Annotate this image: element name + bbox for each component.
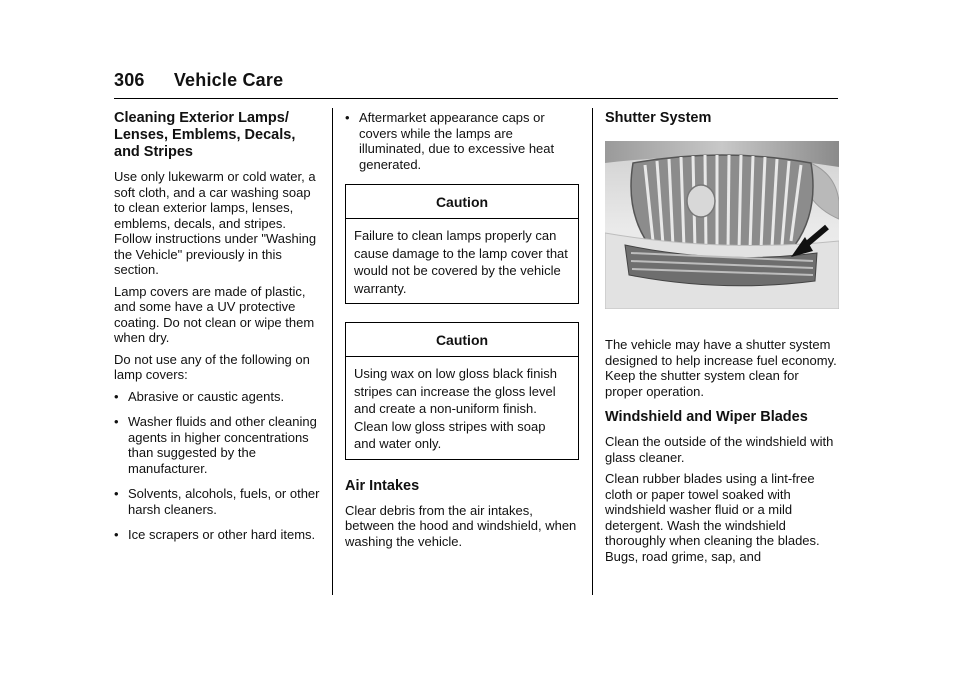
paragraph: Clear debris from the air intakes, between the hood and windshield, when washing the vehicle. <box>345 502 577 549</box>
page-header <box>114 70 283 91</box>
air-intakes-heading: Air Intakes <box>345 477 420 494</box>
caution-box <box>345 322 579 460</box>
column-divider-1 <box>332 108 333 595</box>
list-item <box>114 527 320 543</box>
caution-title: Caution <box>346 185 578 219</box>
header-rule <box>114 98 838 99</box>
bullet-glyph: • <box>114 388 119 404</box>
shutter-system-heading: Shutter System <box>605 110 712 126</box>
paragraph: Do not use any of the following on lamp covers: <box>114 351 310 382</box>
paragraph: Lamp covers are made of plastic, and some have a UV protective coating. Do not clean or wipe them when dry. <box>114 283 315 345</box>
lamp-cover-warning-list <box>114 389 320 543</box>
bullet-glyph: • <box>114 486 119 501</box>
bullet-glyph: • <box>345 110 350 125</box>
list-item-text: Washer fluids and other cleaning agents in higher concentrations than suggested by the manufacturer. <box>128 414 317 476</box>
car-front-grille-image <box>605 141 839 309</box>
paragraph: Clean rubber blades using a lint-free cloth or paper towel soaked with windshield washer fluid or a mild detergent. Wash the windshield thoroughly when cleaning the blades. Bugs, road grime, sap, and <box>605 471 820 564</box>
list-item <box>114 486 320 517</box>
paragraph: Clean the outside of the windshield with glass cleaner. <box>605 434 834 465</box>
caution-text: Using wax on low gloss black finish stripes can increase the gloss level and create a non-uniform finish. Clean low gloss stripes with soap and water only. <box>354 366 558 451</box>
list-item-text: Ice scrapers or other hard items. <box>128 527 316 542</box>
cleaning-lamps-heading: Cleaning Exterior Lamps/ Lenses, Emblems, Decals, and Stripes <box>114 110 296 160</box>
list-item-text: Abrasive or caustic agents. <box>128 388 285 404</box>
paragraph: Use only lukewarm or cold water, a soft cloth, and a car washing soap to clean exterior lamps, lenses, emblems, decals, and stripes. Follow instructions under "Washing the Vehicle" previously in this section. <box>114 169 317 277</box>
list-item <box>114 389 320 405</box>
paragraph: The vehicle may have a shutter system designed to help increase fuel economy. Keep the shutter system clean for proper operation. <box>605 337 837 399</box>
column-3 <box>605 108 839 570</box>
bullet-glyph: • <box>114 414 119 429</box>
lamp-cover-warning-list-continued <box>345 110 579 172</box>
list-item-text: Aftermarket appearance caps or covers while the lamps are illuminated, due to excessive heat generated. <box>359 110 555 172</box>
page-number: 306 <box>114 70 145 90</box>
windshield-wiper-heading: Windshield and Wiper Blades <box>605 409 808 425</box>
column-1 <box>114 108 320 553</box>
list-item-text: Solvents, alcohols, fuels, or other harsh cleaners. <box>128 486 320 517</box>
section-title: Vehicle Care <box>173 70 284 90</box>
column-divider-2 <box>592 108 593 595</box>
caution-title: Caution <box>346 323 578 357</box>
caution-text: Failure to clean lamps properly can cause damage to the lamp cover that would not be covered by the vehicle warranty. <box>354 228 568 296</box>
shutter-system-illustration <box>605 141 839 309</box>
list-item <box>114 414 320 476</box>
list-item <box>345 110 579 172</box>
column-2 <box>345 108 579 555</box>
caution-box <box>345 184 579 304</box>
bullet-glyph: • <box>114 527 119 542</box>
